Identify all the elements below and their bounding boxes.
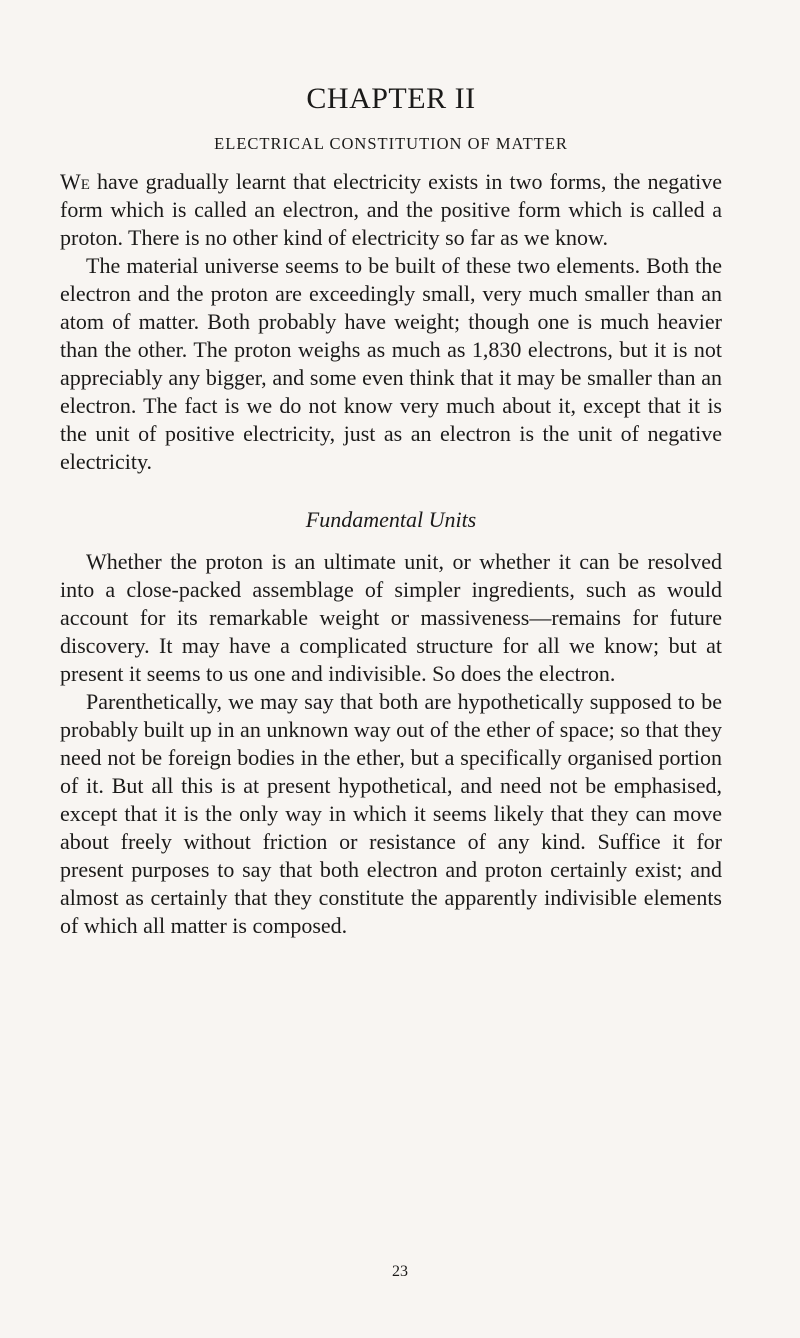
paragraph-1 — [60, 168, 722, 252]
page-number: 23 — [392, 1263, 408, 1280]
paragraph-4: Parenthetically, we may say that both are hypothetically supposed to be probably built up in an unknown way out of the ether of space; so that they need not be foreign bodies in the ether, but a specifically organised portion of it. But all this is at present hypothetical, and need not be emphasised, except that it is the only way in which it seems likely that they can move about freely without friction or resistance of any kind. Suffice it for present purposes to say that both electron and proton certainly exist; and almost as certainly that they constitute the apparently indivisible elements of which all matter is composed. — [60, 689, 722, 938]
paragraph-3: Whether the proton is an ultimate unit, or whether it can be resolved into a close-packed assemblage of simpler ingredients, such as would account for its remarkable weight or massiveness—remains for future discovery. It may have a complicated structure for all we know; but at present it seems to us one and indivisible. So does the electron. — [60, 549, 722, 686]
chapter-subtitle: ELECTRICAL CONSTITUTION OF MATTER — [214, 134, 568, 153]
paragraph-1-text: have gradually learnt that electricity exists in two forms, the negative form which is called an electron, and the positive form which is called a proton. There is no other kind of electricity so far as we know. — [60, 169, 722, 250]
chapter-title: CHAPTER II — [306, 82, 476, 115]
paragraph-lead-word: We — [60, 169, 90, 194]
book-page — [60, 80, 722, 940]
section-heading: Fundamental Units — [305, 507, 477, 532]
paragraph-2: The material universe seems to be built of these two elements. Both the electron and the proton are exceedingly small, very much smaller than an atom of matter. Both probably have weight; though one is much heavier than the other. The proton weighs as much as 1,830 electrons, but it is not appreciably any bigger, and some even think that it may be smaller than an electron. The fact is we do not know very much about it, except that it is the unit of positive electricity, just as an electron is the unit of negative electricity. — [60, 253, 722, 474]
